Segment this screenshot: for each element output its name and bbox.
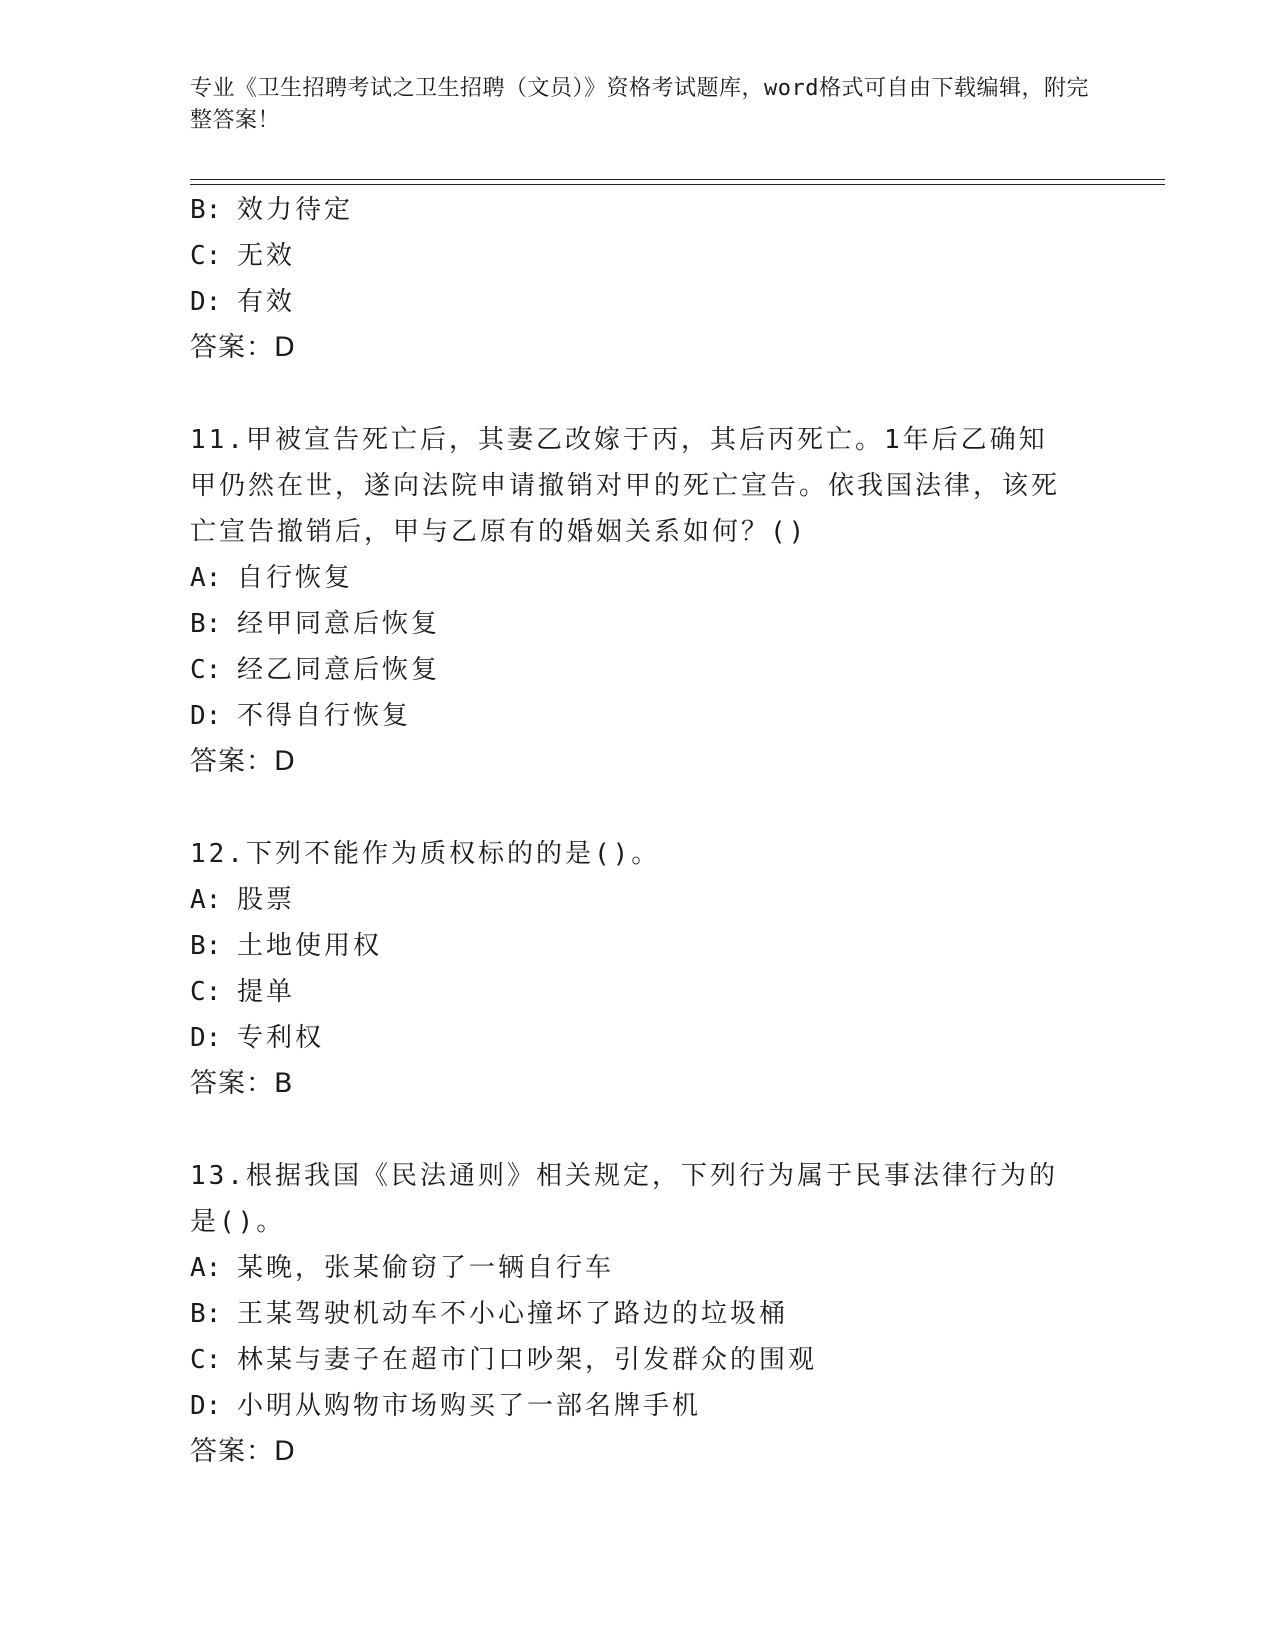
question-text: 12.下列不能作为质权标的的是()。 <box>190 839 661 869</box>
question-list <box>190 187 1110 1475</box>
option-text: 专利权 <box>236 1023 324 1053</box>
question-block-13 <box>190 1153 1110 1475</box>
option-d <box>190 1015 1110 1061</box>
answer-line: 答案：D <box>190 1436 296 1467</box>
option-text: 效力待定 <box>236 195 353 225</box>
option-d <box>190 279 1110 325</box>
spacer <box>190 371 1110 417</box>
question-text: 13.根据我国《民法通则》相关规定，下列行为属于民事法律行为的是()。 <box>190 1161 1058 1237</box>
option-d <box>190 693 1110 739</box>
question-text: 11.甲被宣告死亡后，其妻乙改嫁于丙，其后丙死亡。1年后乙确知甲仍然在世，遂向法院申请撤销对甲的死亡宣告。依我国法律，该死亡宣告撤销后，甲与乙原有的婚姻关系如何？() <box>190 425 1061 547</box>
prev-question-block <box>190 187 1110 371</box>
header-divider-top <box>190 179 1165 180</box>
answer-line: 答案：D <box>190 746 296 777</box>
option-text: 经乙同意后恢复 <box>236 655 440 685</box>
question-block-12 <box>190 831 1110 1107</box>
option-c <box>190 1337 1110 1383</box>
option-label: B: <box>190 1299 237 1329</box>
option-text: 股票 <box>236 885 295 915</box>
option-label: C: <box>190 977 237 1007</box>
option-b <box>190 601 1110 647</box>
option-label: C: <box>190 241 237 271</box>
spacer <box>190 785 1110 831</box>
option-a <box>190 555 1110 601</box>
option-label: C: <box>190 1345 237 1375</box>
option-b <box>190 187 1110 233</box>
option-label: D: <box>190 1023 237 1053</box>
option-text: 土地使用权 <box>236 931 382 961</box>
option-label: B: <box>190 609 237 639</box>
option-label: D: <box>190 701 237 731</box>
answer-line: 答案：B <box>190 1068 294 1099</box>
option-c <box>190 969 1110 1015</box>
option-a <box>190 1245 1110 1291</box>
option-c <box>190 233 1110 279</box>
option-c <box>190 647 1110 693</box>
option-text: 无效 <box>236 241 295 271</box>
option-b <box>190 923 1110 969</box>
option-label: D: <box>190 1391 237 1421</box>
option-label: B: <box>190 931 237 961</box>
option-label: B: <box>190 195 237 225</box>
option-text: 小明从购物市场购买了一部名牌手机 <box>236 1391 701 1421</box>
spacer <box>190 1107 1110 1153</box>
option-text: 林某与妻子在超市门口吵架，引发群众的围观 <box>236 1345 817 1375</box>
option-text: 提单 <box>236 977 295 1007</box>
question-block-11 <box>190 417 1110 785</box>
option-a <box>190 877 1110 923</box>
option-text: 经甲同意后恢复 <box>236 609 440 639</box>
header-divider-bottom <box>190 184 1165 185</box>
option-label: A: <box>190 563 237 593</box>
option-label: A: <box>190 1253 237 1283</box>
option-text: 王某驾驶机动车不小心撞坏了路边的垃圾桶 <box>236 1299 788 1329</box>
document-header: 专业《卫生招聘考试之卫生招聘（文员）》资格考试题库，word格式可自由下载编辑，附完整答案！ <box>190 76 1089 133</box>
answer-line: 答案：D <box>190 332 296 363</box>
option-d <box>190 1383 1110 1429</box>
option-label: D: <box>190 287 237 317</box>
option-text: 不得自行恢复 <box>236 701 411 731</box>
option-label: C: <box>190 655 237 685</box>
option-text: 有效 <box>236 287 295 317</box>
option-text: 某晚，张某偷窃了一辆自行车 <box>236 1253 614 1283</box>
option-label: A: <box>190 885 237 915</box>
option-text: 自行恢复 <box>236 563 353 593</box>
option-b <box>190 1291 1110 1337</box>
